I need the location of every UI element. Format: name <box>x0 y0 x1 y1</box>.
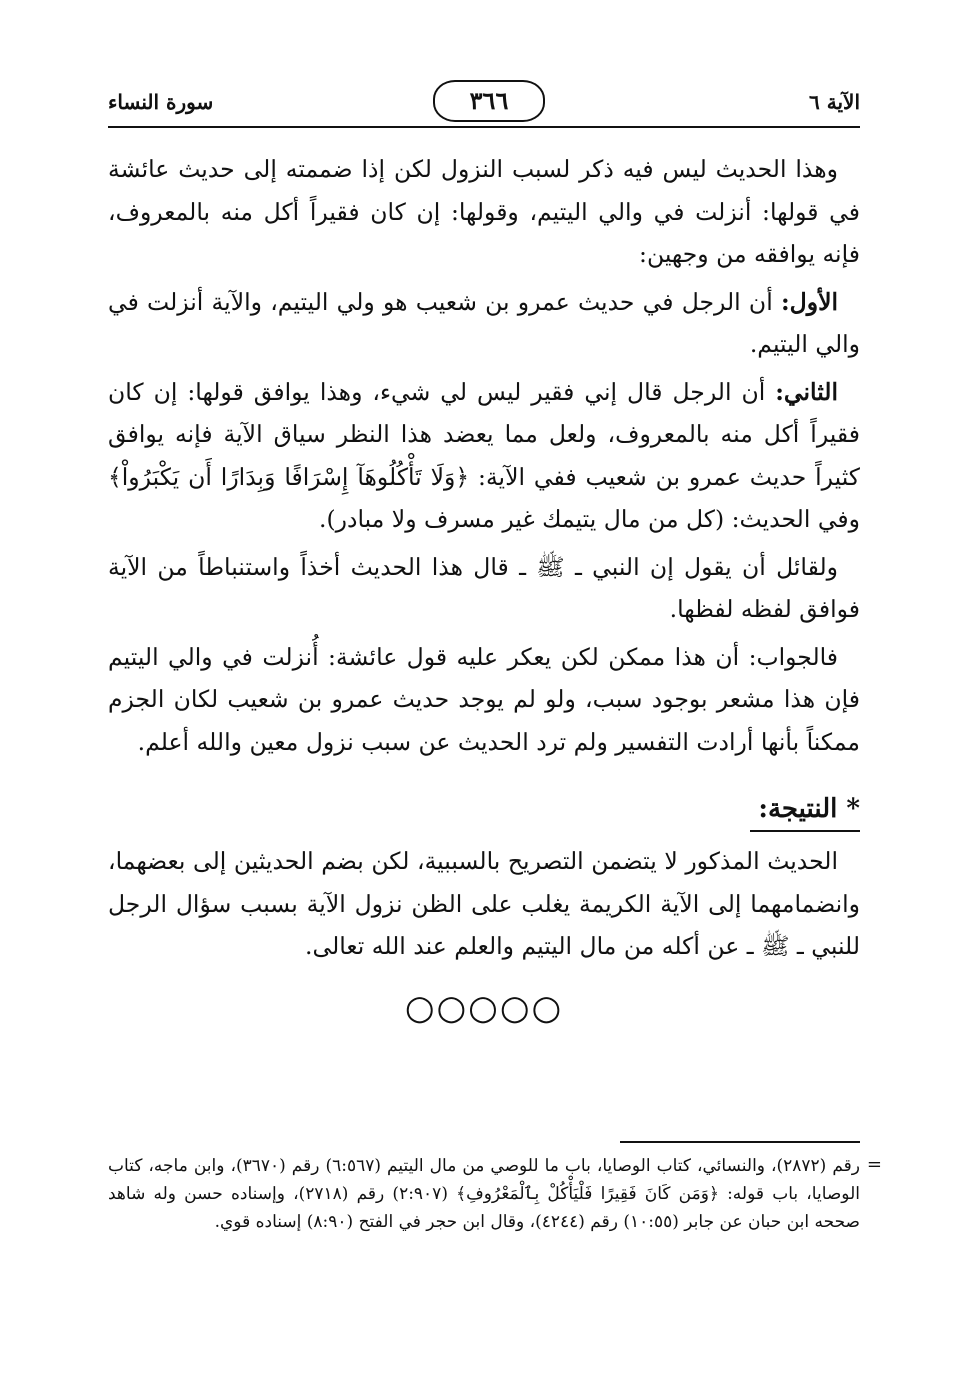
page-number: ٣٦٦ <box>433 80 545 122</box>
paragraph-answer: فالجواب: أن هذا ممكن لكن يعكر عليه قول عائشة: أُنزلت في والي اليتيم فإن هذا مشعر بوجود سبب، ولو لم يوجد حديث عمرو بن شعيب لكان الجزم ممكناً بأنها أرادت التفسير ولم ترد الحديث عن سبب نزول معين والله أعلم. <box>108 642 860 756</box>
second-point-label: الثاني: <box>775 377 838 406</box>
surah-name: سورة النساء <box>108 90 214 114</box>
footnote-text: رقم (٢٨٧٢)، والنسائي، كتاب الوصايا، باب ما للوصي من مال اليتيم (٦:٥٦٧) رقم (٣٦٧٠)، وابن ماجه، كتاب الوصايا، باب قوله: ﴿وَمَن كَانَ فَقِيرًا فَلْيَأْكُلْ بِٱلْمَعْرُوفِ﴾ (٢:٩٠٧) رقم (٢٧١٨)، وإسناده حسن وله شاهد صححه ابن حبان عن جابر (١٠:٥٥) رقم (٤٢٤٤)، وقال ابن حجر في الفتح (٨:٩٠) إسناده قوي. <box>108 1156 860 1232</box>
result-heading: * النتيجة: <box>758 794 860 824</box>
verse-label: الآية ٦ <box>809 90 860 114</box>
section-separator: ○○○○○ <box>404 987 564 1028</box>
footnotes <box>108 1152 882 1236</box>
first-point-text: أن الرجل في حديث عمرو بن شعيب هو ولي اليتيم، والآية أنزلت في والي اليتيم. <box>108 287 860 358</box>
second-point-text: أن الرجل قال إني فقير ليس لي شيء، وهذا يوافق قولها: إن كان فقيراً أكل منه بالمعروف، ولعل مما يعضد هذا النظر سياق الآية فإنه يوافق كثيراً حديث عمرو بن شعيب ففي الآية: ﴿وَلَا تَأْكُلُوهَآ إِسْرَافًا وَبِدَارًا أَن يَكْبَرُواْ﴾ وفي الحديث: (كل من مال يتيمك غير مسرف ولا مبادر). <box>108 377 860 533</box>
header-divider <box>108 126 860 128</box>
result-heading-underline <box>750 830 860 832</box>
paragraph-result: الحديث المذكور لا يتضمن التصريح بالسببية، لكن بضم الحديثين إلى بعضهما، وانضمامهما إلى الآية الكريمة يغلب على الظن نزول الآية بسبب سؤال الرجل للنبي ـ ﷺ ـ عن أكله من مال اليتيم والعلم عند الله تعالى. <box>108 847 860 960</box>
paragraph-first-point <box>108 281 860 366</box>
footnote-divider <box>620 1141 860 1143</box>
paragraph-second-point <box>108 371 860 541</box>
first-point-label: الأول: <box>780 287 838 316</box>
paragraph-intro: وهذا الحديث ليس فيه ذكر لسبب النزول لكن إذا ضممته إلى حديث عائشة في قولها: أنزلت في والي اليتيم، وقولها: إن كان فقيراً أكل منه بالمعروف، فإنه يوافقه من وجهين: <box>108 155 860 268</box>
footnote-continuation-marker: = <box>866 1154 882 1175</box>
paragraph-objection: ولقائل أن يقول إن النبي ـ ﷺ ـ قال هذا الحديث أخذاً واستنباطاً من الآية فوافق لفظه لفظها. <box>108 552 860 623</box>
main-text <box>108 148 860 1028</box>
page-header <box>108 80 860 140</box>
